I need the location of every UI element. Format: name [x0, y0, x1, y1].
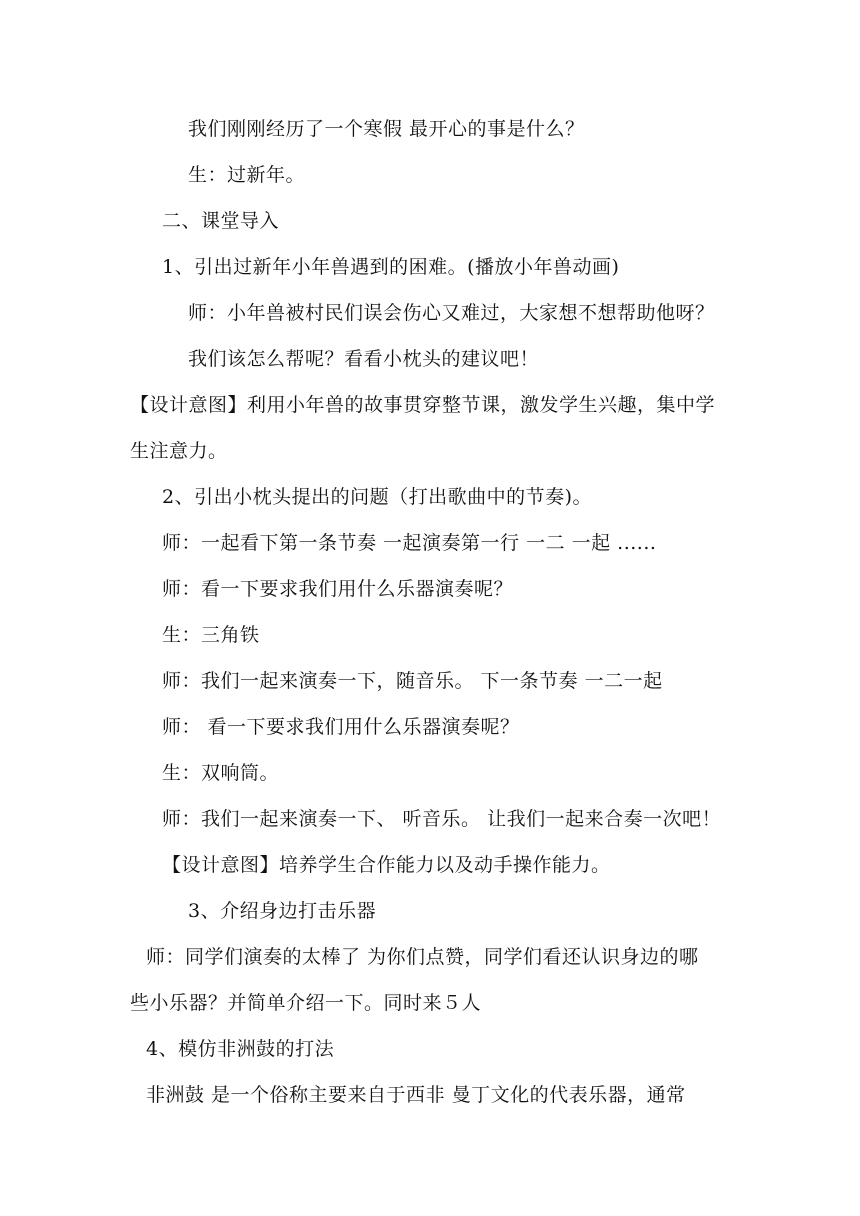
text-line: 师：同学们演奏的太棒了 为你们点赞，同学们看还认识身边的哪 — [146, 946, 699, 968]
text-line: 生：双响筒。 — [162, 762, 280, 784]
text-line: 我们刚刚经历了一个寒假 最开心的事是什么？ — [188, 118, 585, 140]
text-line: 些小乐器？并简单介绍一下。同时来５人 — [130, 992, 482, 1014]
subsection-heading: 4、模仿非洲鼓的打法 — [146, 1038, 335, 1060]
text-line: 生：过新年。 — [188, 164, 306, 186]
section-heading: 二、课堂导入 — [162, 210, 280, 232]
text-line: 师：小年兽被村民们误会伤心又难过，大家想不想帮助他呀？ — [188, 302, 715, 324]
text-line: 师：看一下要求我们用什么乐器演奏呢？ — [162, 578, 514, 600]
text-line: 生：三角铁 — [162, 624, 260, 646]
subsection-heading: 3、介绍身边打击乐器 — [188, 900, 377, 922]
text-line: 师：我们一起来演奏一下，随音乐。 下一条节奏 一二一起 — [162, 670, 663, 692]
text-line: 师：我们一起来演奏一下、 听音乐。 让我们一起来合奏一次吧！ — [162, 808, 722, 830]
text-line: 生注意力。 — [130, 440, 228, 462]
text-line: 非洲鼓 是一个俗称主要来自于西非 曼丁文化的代表乐器，通常 — [146, 1084, 686, 1106]
text-line: 师：一起看下第一条节奏 一起演奏第一行 一二 一起 ...... — [162, 532, 657, 554]
text-line: 师： 看一下要求我们用什么乐器演奏呢？ — [162, 716, 520, 738]
subsection-heading: 2、引出小枕头提出的问题（打出歌曲中的节奏)。 — [162, 486, 593, 508]
design-intent-line: 【设计意图】培养学生合作能力以及动手操作能力。 — [162, 854, 611, 876]
text-line: 我们该怎么帮呢？看看小枕头的建议吧！ — [188, 348, 540, 370]
design-intent-line: 【设计意图】利用小年兽的故事贯穿整节课，激发学生兴趣，集中学 — [130, 394, 716, 416]
subsection-heading: 1、引出过新年小年兽遇到的困难。(播放小年兽动画) — [162, 256, 620, 278]
